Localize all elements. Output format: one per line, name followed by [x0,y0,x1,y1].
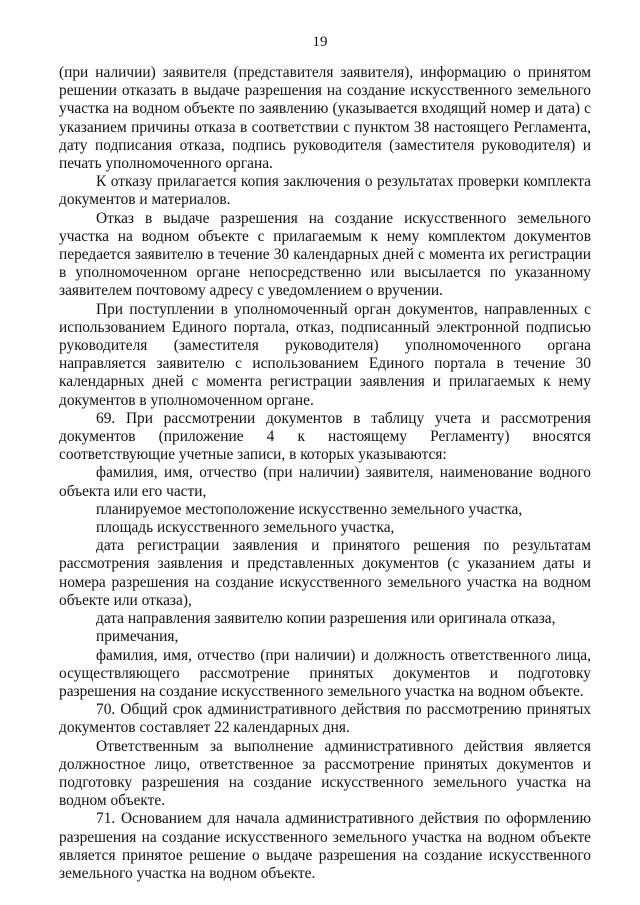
paragraph-portal-refusal: При поступлении в уполномоченный орган документов, направленных с использованием Единого портала, отказ, подписанный электронной подписью руководителя (заместителя руководителя) уполномоченного органа направляется заявителю с использованием Единого портала в течение 30 календарных дней с момента регистрации заявления и прилагаемых к нему документов в уполномоченном органе. [59,300,591,409]
page-number: 19 [312,34,328,50]
paragraph-continuation: (при наличии) заявителя (представителя заявителя), информацию о принятом решении отказать в выдаче разрешения на создание искусственного земельного участка на водном объекте по заявлению (указывается входящий номер и дата) с указанием причины отказа в соответствии с пунктом 38 настоящего Регламента, дату подписания отказа, подпись руководителя (заместителя руководителя) и печать уполномоченного органа. [59,64,591,173]
paragraph-responsible-official: Ответственным за выполнение административного действия является должностное лицо, ответственное за рассмотрение принятых документов и подготовку разрешения на создание искусственного земельного участка на водном объекте. [59,737,591,810]
list-item-registration-date: дата регистрации заявления и принятого решения по результатам рассмотрения заявления и представленных документов (с указанием даты и номера разрешения на создание искусственного земельного участка на водном объекте или отказа), [59,537,591,609]
paragraph-refusal-attachment: К отказу прилагается копия заключения о результатах проверки комплекта документов и материалов. [59,173,591,209]
list-item-area: площадь искусственного земельного участка, [96,519,395,537]
page-body [59,64,591,883]
list-item-responsible-person: фамилия, имя, отчество (при наличии) и должность ответственного лица, осуществляющего рассмотрение принятых документов и подготовку разрешения на создание искусственного земельного участка на водном объекте. [59,646,591,700]
paragraph-refusal-delivery: Отказ в выдаче разрешения на создание искусственного земельного участка на водном объекте с прилагаемым к нему комплектом документов передается заявителю в течение 30 календарных дней с момента их регистрации в уполномоченном органе непосредственно или высылается по указанному заявителем почтовому адресу с уведомлением о вручении. [59,209,591,300]
list-item-location: планируемое местоположение искусственно земельного участка, [96,500,523,518]
paragraph-69: 69. При рассмотрении документов в таблицу учета и рассмотрения документов (приложение 4 к настоящему Регламенту) вносятся соответствующие учетные записи, в которых указываются: [59,409,591,464]
list-item-sending-date: дата направления заявителю копии разрешения или оригинала отказа, [96,610,556,628]
list-item-notes: примечания, [96,628,179,646]
list-item-applicant-name: фамилия, имя, отчество (при наличии) заявителя, наименование водного объекта или его части, [59,464,591,500]
paragraph-71: 71. Основанием для начала административного действия по оформлению разрешения на создание искусственного земельного участка на водном объекте является принятое решение о выдаче разрешения на создание искусственного земельного участка на водном объекте. [59,810,591,882]
paragraph-70: 70. Общий срок административного действия по рассмотрению принятых документов составляет 22 календарных дня. [59,701,591,737]
